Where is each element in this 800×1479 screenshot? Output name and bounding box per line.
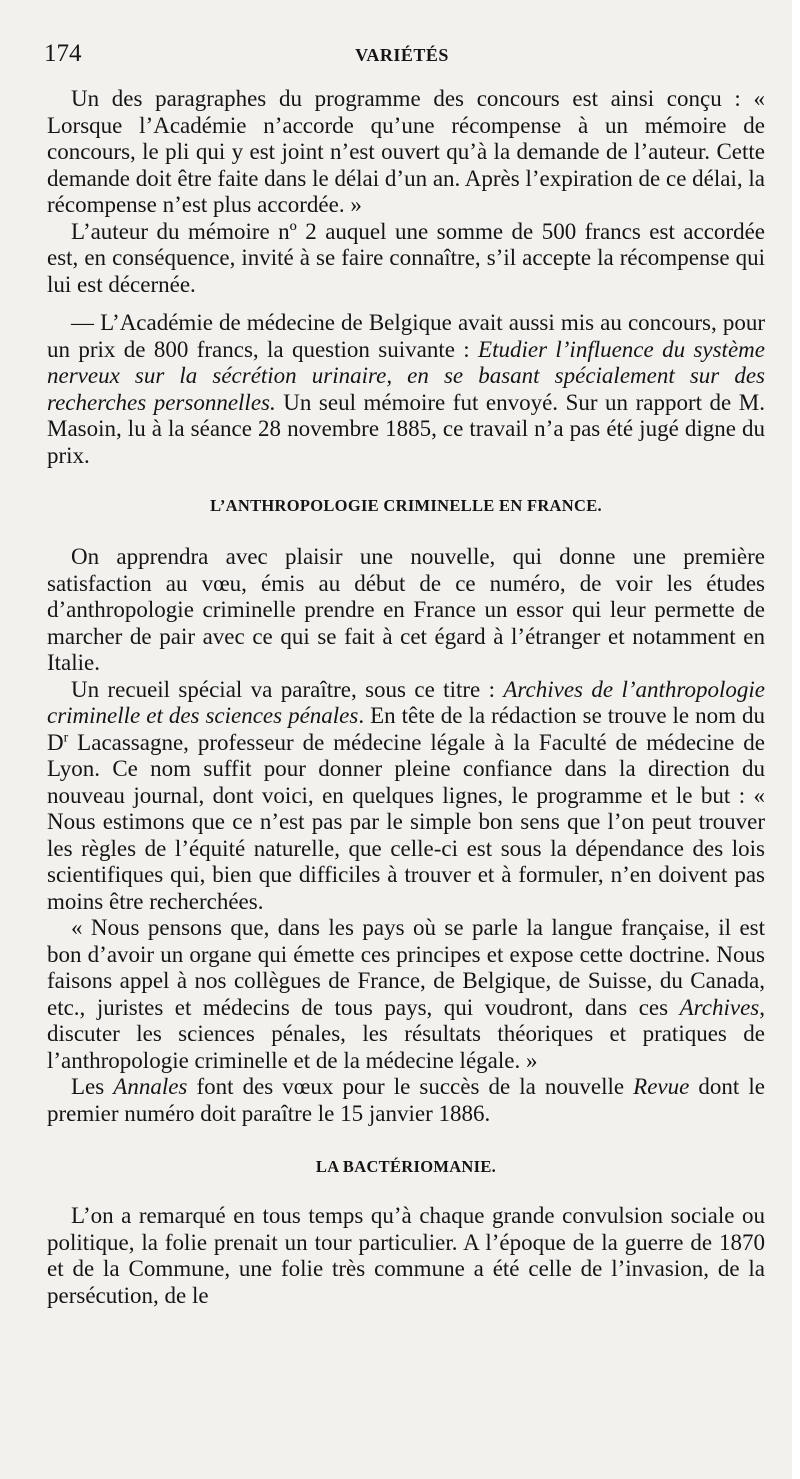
page-number: 174: [44, 40, 82, 67]
italic-journal-title: Archives de l’anthropologie criminelle et des sciences pénales: [47, 676, 765, 728]
paragraph-recueil-special: [47, 677, 765, 916]
paragraph-memoire-2: [47, 219, 765, 299]
paragraph-text: . En tête de la rédaction se trouve le nom du D: [47, 703, 765, 755]
paragraph-text: Un recueil spécial va paraître, sous ce titre :: [71, 676, 504, 702]
paragraph-concours-rule: [47, 86, 765, 219]
superscript-r: r: [63, 728, 69, 744]
paragraph-text: Les: [71, 1074, 114, 1099]
paragraph-text: L’on a remarqué en tous temps qu’à chaque grande convulsion sociale ou politique, la folie prenait un tour particulier. A l’époque de la guerre de 1870 et de la Commune, une folie très commune a été celle de l’invasion, de la persécution, de le: [47, 1203, 765, 1308]
section-title-anthropologie: L’ANTHROPOLOGIE CRIMINELLE EN FRANCE.: [210, 496, 602, 515]
paragraph-text: — L’Académie de médecine de Belgique avait aussi mis au concours, pour un prix de 800 francs, la question suivante :: [47, 310, 765, 362]
section-title-bacteriomanie: LA BACTÉRIOMANIE.: [315, 1157, 497, 1176]
paragraph-nous-pensons: [47, 915, 765, 1074]
running-head: VARIÉTÉS: [355, 45, 449, 65]
paragraph-text: Lacassagne, professeur de médecine légale à la Faculté de médecine de Lyon. Ce nom suffit pour donner pleine confiance dans la direction du nouveau journal, dont voici, en quelques lignes, le programme et le but : « Nous estimons que ce n’est pas par le simple bon sens que l’on peut trouver les règles de l’équité naturelle, que celle-ci est sous la dépendance des lois scientifiques qui, bien que difficiles à trouver et à formuler, n’en doivent pas moins être recherchées.: [47, 729, 765, 914]
paragraph-text: Un seul mémoire fut envoyé. Sur un rapport de M. Masoin, lu à la séance 28 novembre 1885, ce travail n’a pas été jugé digne du prix.: [47, 389, 765, 468]
paragraph-annales: [47, 1074, 765, 1127]
paragraph-text: « Nous pensons que, dans les pays où se parle la langue française, il est bon d’avoir un organe qui émette ces principes et expose cette doctrine. Nous faisons appel à nos collègues de France, de Belgique, de Suisse, du Canada, etc., juristes et médecins de tous pays, qui voudront, dans ces: [47, 915, 765, 1020]
page-edge-margin: [792, 0, 800, 1479]
paragraph-text: dont le premier numéro doit paraître le 15 janvier 1886.: [47, 1074, 765, 1126]
paragraph-text: L’auteur du mémoire nº 2 auquel une somme de 500 francs est accordée est, en conséquence, invité à se faire connaître, s’il accepte la récompense qui lui est décernée.: [47, 218, 765, 297]
italic-revue: Revue: [633, 1074, 690, 1099]
page-header: [44, 40, 760, 76]
paragraph-text: On apprendra avec plaisir une nouvelle, qui donne une première satisfaction au vœu, émis au début de ce numéro, de voir les études d’anthropologie criminelle prendre en France un essor qui leur permette de marcher de pair avec ce qui se fait à cet égard à l’étranger et notamment en Italie.: [47, 544, 765, 675]
paragraph-text: Un des paragraphes du programme des concours est ainsi conçu : « Lorsque l’Académie n’accorde qu’une récompense à un mémoire de concours, le pli qui y est joint n’est ouvert qu’à la demande de l’auteur. Cette demande doit être faite dans le délai d’un an. Après l’expiration de ce délai, la récompense n’est plus accordée. »: [47, 86, 765, 217]
page-body: [47, 86, 765, 1309]
paragraph-convulsion-sociale: [47, 1203, 765, 1309]
paragraph-text: , discuter les sciences pénales, les résultats théoriques et pratiques de l’anthropologie criminelle et de la médecine légale. »: [47, 994, 765, 1073]
italic-question-title: Etudier l’influence du système nerveux sur la sécrétion urinaire, en se basant spécialement sur des recherches personnelles.: [47, 336, 765, 415]
paragraph-nouvelle: [47, 544, 765, 677]
paragraph-text: font des vœux pour le succès de la nouvelle: [187, 1074, 634, 1099]
paragraph-academie-belgique: [47, 310, 765, 469]
italic-annales: Annales: [113, 1074, 188, 1099]
italic-archives: Archives: [679, 994, 760, 1020]
